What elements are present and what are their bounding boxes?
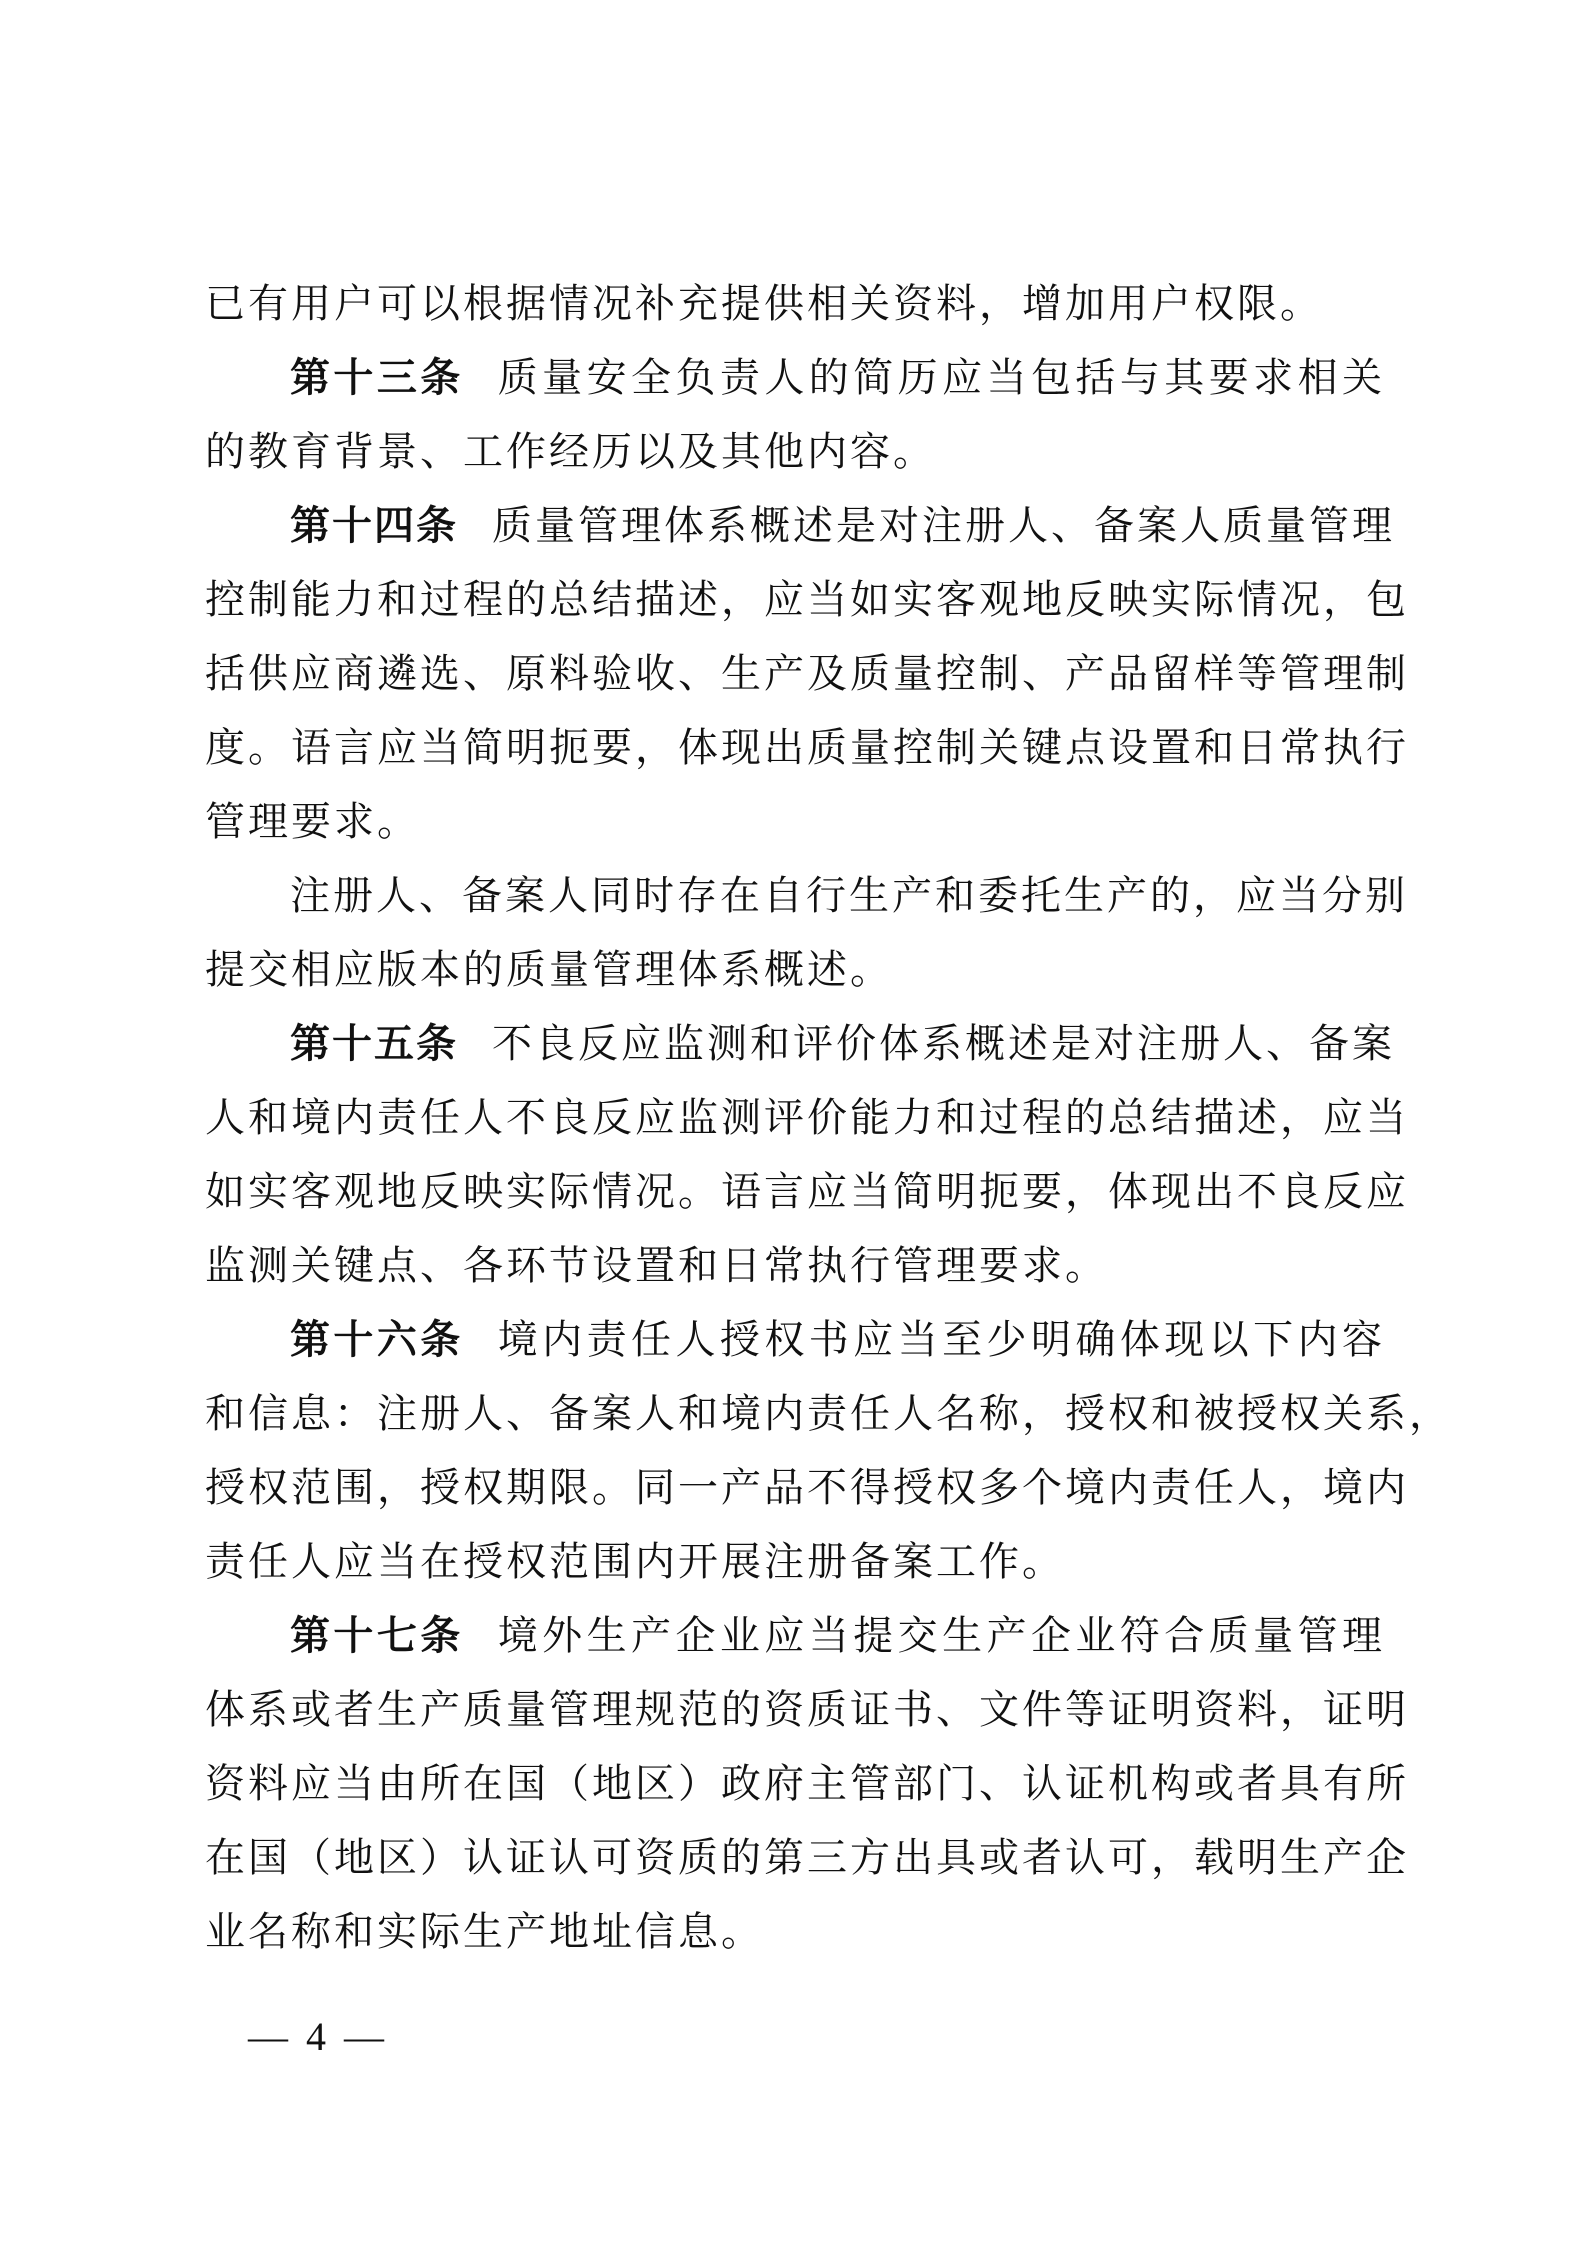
text-line — [205, 1747, 1409, 1821]
line-text: 不良反应监测和评价体系概述是对注册人、备案 — [492, 1021, 1395, 1067]
line-text: 和信息：注册人、备案人和境内责任人名称，授权和被授权关系， — [205, 1391, 1452, 1437]
line-text: 括供应商遴选、原料验收、生产及质量控制、产品留样等管理制 — [205, 651, 1409, 697]
article-15-heading-line — [290, 1007, 1395, 1081]
article-14-heading-line — [290, 489, 1395, 563]
text-line — [205, 1155, 1409, 1229]
line-text: 人和境内责任人不良反应监测评价能力和过程的总结描述，应当 — [205, 1095, 1409, 1141]
article-16-label: 第十六条 — [290, 1317, 464, 1363]
text-line — [205, 267, 1385, 341]
line-text: 业名称和实际生产地址信息。 — [205, 1909, 764, 1955]
text-line — [205, 1525, 1385, 1599]
line-text: 的教育背景、工作经历以及其他内容。 — [205, 429, 936, 475]
text-line — [205, 415, 1385, 489]
text-line — [205, 711, 1409, 785]
text-line — [205, 1229, 1385, 1303]
text-line — [205, 933, 1385, 1007]
line-text: 监测关键点、各环节设置和日常执行管理要求。 — [205, 1243, 1108, 1289]
line-text: 提交相应版本的质量管理体系概述。 — [205, 947, 893, 993]
line-text: 控制能力和过程的总结描述，应当如实客观地反映实际情况，包 — [205, 577, 1409, 623]
text-line — [205, 785, 1385, 859]
line-text: 境内责任人授权书应当至少明确体现以下内容 — [497, 1317, 1386, 1363]
article-16-heading-line — [290, 1303, 1385, 1377]
line-text: 授权范围，授权期限。同一产品不得授权多个境内责任人，境内 — [205, 1465, 1409, 1511]
text-line — [205, 1451, 1409, 1525]
line-text: 体系或者生产质量管理规范的资质证书、文件等证明资料，证明 — [205, 1687, 1409, 1733]
line-text: 管理要求。 — [205, 799, 420, 845]
line-text: 质量安全负责人的简历应当包括与其要求相关 — [497, 355, 1386, 401]
text-line — [205, 1895, 1385, 1969]
article-15-label: 第十五条 — [290, 1021, 458, 1067]
article-17-heading-line — [290, 1599, 1385, 1673]
text-line — [290, 859, 1408, 933]
article-13-heading-line — [290, 341, 1385, 415]
line-text: 如实客观地反映实际情况。语言应当简明扼要，体现出不良反应 — [205, 1169, 1409, 1215]
line-text: 已有用户可以根据情况补充提供相关资料，增加用户权限。 — [205, 281, 1323, 327]
page-number: — 4 — — [248, 2014, 388, 2059]
text-line — [205, 1377, 1452, 1451]
line-text: 境外生产企业应当提交生产企业符合质量管理 — [497, 1613, 1386, 1659]
line-text: 责任人应当在授权范围内开展注册备案工作。 — [205, 1539, 1065, 1585]
text-line — [205, 637, 1409, 711]
article-17-label: 第十七条 — [290, 1613, 464, 1659]
line-text: 质量管理体系概述是对注册人、备案人质量管理 — [492, 503, 1395, 549]
line-text: 度。语言应当简明扼要，体现出质量控制关键点设置和日常执行 — [205, 725, 1409, 771]
article-13-label: 第十三条 — [290, 355, 464, 401]
line-text: 在国（地区）认证认可资质的第三方出具或者认可，载明生产企 — [205, 1835, 1409, 1881]
text-line — [205, 1821, 1409, 1895]
line-text: 资料应当由所在国（地区）政府主管部门、认证机构或者具有所 — [205, 1761, 1409, 1807]
article-14-label: 第十四条 — [290, 503, 458, 549]
text-line — [205, 563, 1409, 637]
text-line — [205, 1673, 1409, 1747]
line-text: 注册人、备案人同时存在自行生产和委托生产的，应当分别 — [290, 873, 1408, 919]
text-line — [205, 1081, 1409, 1155]
